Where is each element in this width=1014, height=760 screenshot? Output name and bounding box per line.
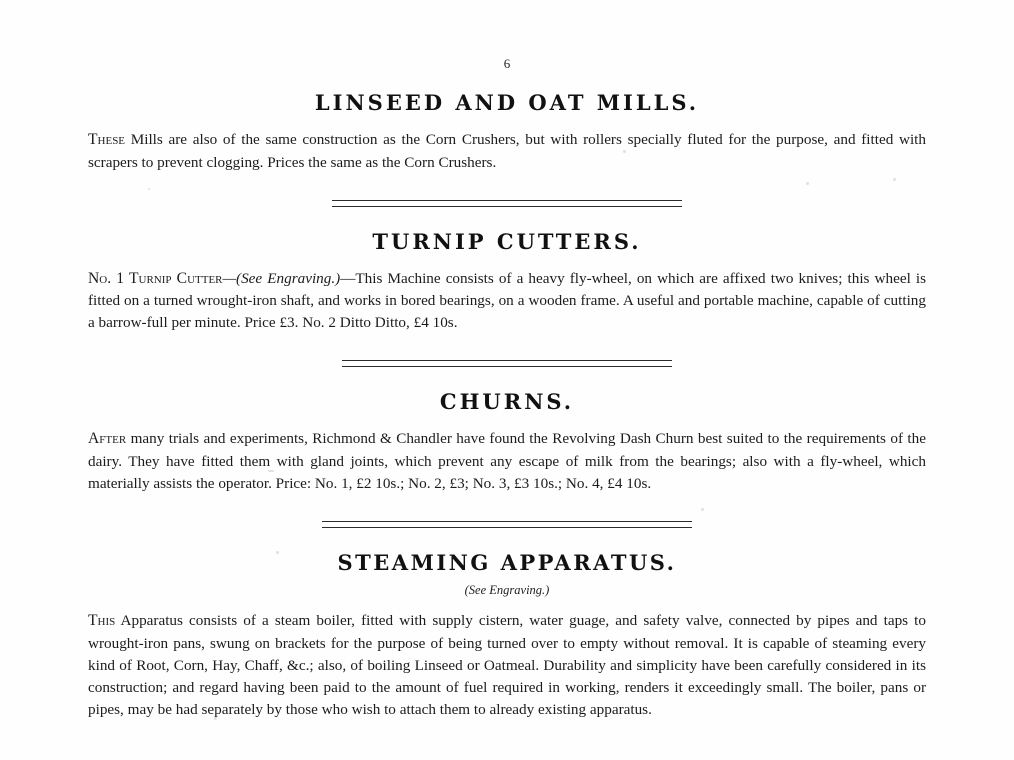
- paragraph-body: many trials and experiments, Richmond & Chandler have found the Revolving Dash Churn best suited to the requirements of the dairy. They have fitted them with gland joints, which prevent any escape of milk from the bearings; also with a fly-wheel, which materially assists the operator. Price: No. 1, £2 10s.; No. 2, £3; No. 3, £3 10s.; No. 4, £4 10s.: [88, 430, 926, 492]
- section-churns: [88, 389, 926, 495]
- section-linseed-and-oat-mills: [88, 90, 926, 174]
- section-subtitle-see-engraving: (See Engraving.): [464, 582, 550, 597]
- section-divider-rule-2: [342, 360, 672, 367]
- paragraph-lead-word: After: [88, 430, 127, 448]
- section-title-linseed-and-oat-mills: LINSEED AND OAT MILLS.: [314, 90, 700, 115]
- section-title-steaming-apparatus: STEAMING APPARATUS.: [337, 549, 677, 575]
- section-divider-rule-3: [322, 521, 692, 528]
- section-divider-rule-1: [332, 200, 682, 207]
- page-content: [88, 80, 926, 725]
- paragraph-lead-word: This: [88, 611, 116, 629]
- section-title-turnip-cutters: TURNIP CUTTERS.: [372, 228, 642, 254]
- section-turnip-cutters: [88, 229, 926, 335]
- paragraph-turnip-cutters: [88, 268, 926, 335]
- paragraph-lead-word: No. 1 Turnip Cutter: [88, 269, 223, 287]
- paragraph-body: Mills are also of the same construction as the Corn Crushers, but with rollers specially fluted for the purpose, and fitted with scrapers to prevent clogging. Prices the same as the Corn Crushers.: [88, 131, 926, 171]
- paragraph-body: —This Machine consists of a heavy fly-wheel, on which are affixed two knives; this wheel is fitted on a turned wrought-iron shaft, and works in bored bearings, on a wooden frame. A useful and portable machine, capable of cutting a barrow-full per minute. Price £3. No. 2 Ditto Ditto, £4 10s.: [88, 269, 926, 332]
- paragraph-see-engraving-inline: —(See Engraving.): [222, 269, 341, 287]
- paragraph-lead-word: These: [88, 131, 126, 148]
- paragraph-body: Apparatus consists of a steam boiler, fitted with supply cistern, water guage, and safety valve, connected by pipes and taps to wrought-iron pans, swung on brackets for the purpose of being turned over to empty without removal. It is capable of steaming every kind of Root, Corn, Hay, Chaff, &c.; also, of boiling Linseed or Oatmeal. Durability and simplicity have been carefully considered in its construction; and regard having been paid to the amount of fuel required in working, renders it exceedingly small. The boiler, pans or pipes, may be had separately by those who wish to attach them to already existing apparatus.: [88, 611, 926, 718]
- paragraph-linseed-and-oat-mills: [88, 129, 926, 174]
- page-number: 6: [503, 56, 511, 71]
- paragraph-churns: [88, 428, 926, 495]
- paragraph-steaming-apparatus: [88, 610, 926, 721]
- section-steaming-apparatus: [88, 550, 926, 721]
- section-title-churns: CHURNS.: [439, 389, 575, 415]
